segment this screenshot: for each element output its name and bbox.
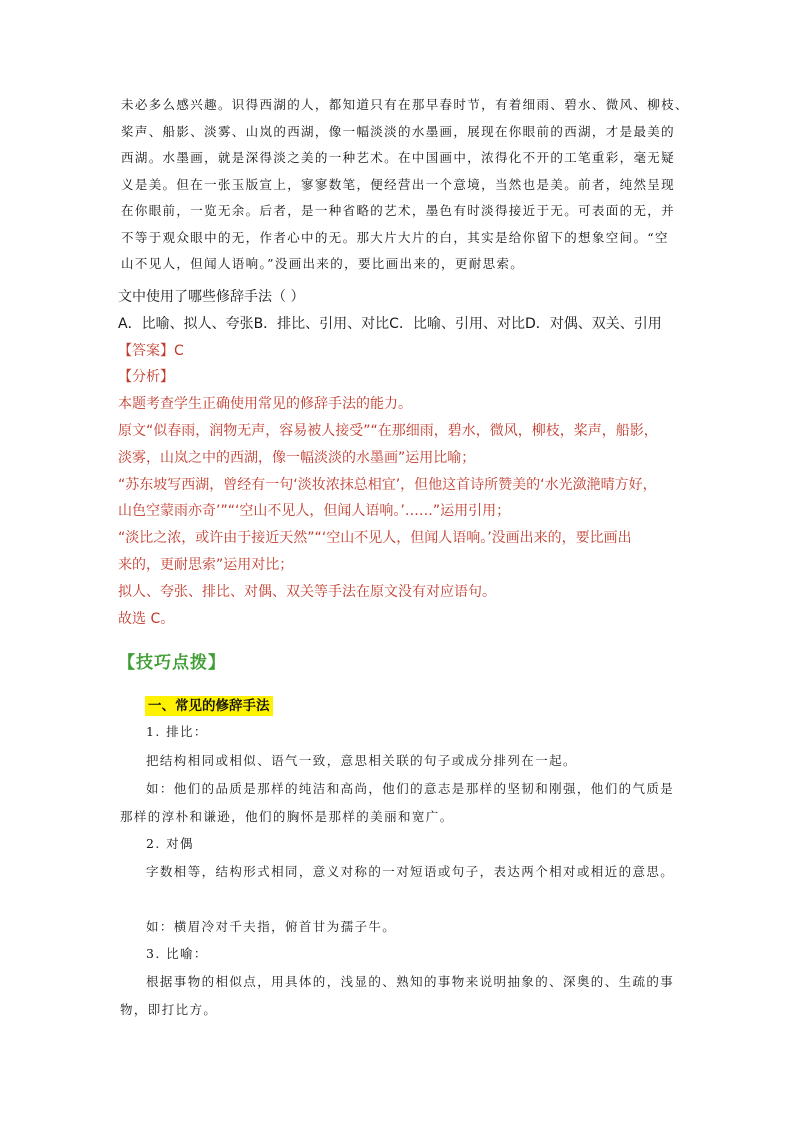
passage-line: 西湖。水墨画，就是深得淡之美的一种艺术。在中国画中，浓得化不开的工笔重彩，毫无疑 [121,150,676,165]
analysis-line: 淡雾，山岚之中的西湖，像一幅淡淡的水墨画”运用比喻； [118,449,476,466]
item-definition: 物，即打比方。 [120,1002,218,1017]
analysis-line: 来的，更耐思索”运用对比； [118,556,294,573]
item-example: 那样的淳朴和谦逊，他们的胸怀是那样的美丽和宽广。 [120,809,454,824]
passage-line: 未必多么感兴趣。识得西湖的人，都知道只有在那早春时节，有着细雨、碧水、微风、柳枝、 [121,97,689,112]
item-definition: 字数相等，结构形式相同，意义对称的一对短语或句子，表达两个相对或相近的意思。 [146,864,675,879]
analysis-line: 故选 C。 [118,610,175,627]
passage-line: 不等于观众眼中的无，作者心中的无。那大片大片的白，其实是给你留下的想象空间。“空 [121,229,669,245]
reading-passage [121,92,689,278]
item-definition: 根据事物的相似点，用具体的，浅显的、熟知的事物来说明抽象的、深奥的、生疏的事 [146,974,675,989]
question-text: 文中使用了哪些修辞手法（ ） [118,289,305,305]
answer-line [118,338,688,365]
section-title: 一、常见的修辞手法 [145,696,273,716]
item-label: 1. 排比： [146,724,208,739]
analysis-line: “淡比之浓，或许由于接近天然”“‘空山不见人，但闻人语响。’没画出来的，要比画出 [118,530,632,547]
question-block [118,284,688,632]
analysis-line: 原文“似春雨，润物无声，容易被人接受”“在那细雨，碧水，微风，柳枝，桨声，船影， [118,422,658,439]
passage-line: 山不见人，但闻人语响。”没画出来的，要比画出来的，更耐思索。 [121,256,525,271]
passage-line: 桨声、船影、淡雾、山岚的西湖，像一幅淡淡的水墨画，展现在你眼前的西湖，才是最美的 [121,123,676,139]
item-definition: 把结构相同或相似、语气一致，意思相关联的句子或成分排列在一起。 [146,753,577,768]
analysis-label: 【分析】 [118,369,174,386]
analysis-line: “苏东坡写西湖，曾经有一句‘淡妆浓抹总相宜’，但他这首诗所赞美的‘水光潋滟晴方好， [118,476,657,493]
tips-heading: 【技巧点拨】 [118,653,226,673]
question-options: A．比喻、拟人、夸张B．排比、引用、对比C．比喻、引用、对比D．对偶、双关、引用 [118,315,662,332]
passage-line: 义是美。但在一张玉版宣上，寥寥数笔，便经营出一个意境，当然也是美。前者，纯然呈现 [121,176,676,192]
item-label: 3. 比喻： [146,946,208,961]
analysis-line: 山色空蒙雨亦奇’”“‘空山不见人，但闻人语响。’……”运用引用； [118,503,511,520]
item-example: 如：横眉冷对千夫指，俯首甘为孺子牛。 [146,919,397,934]
item-label: 2. 对偶 [146,836,194,851]
answer-value: C [174,342,184,359]
analysis-line: 本题考查学生正确使用常见的修辞手法的能力。 [118,396,412,413]
passage-line: 在你眼前，一览无余。后者，是一种省略的艺术，墨色有时淡得接近于无。可表面的无，并 [121,203,676,218]
analysis-line: 拟人、夸张、排比、对偶、双关等手法在原文没有对应语句。 [118,583,496,600]
answer-label: 【答案】 [118,342,174,359]
item-example: 如：他们的品质是那样的纯洁和高尚，他们的意志是那样的坚韧和刚强，他们的气质是 [146,781,675,796]
